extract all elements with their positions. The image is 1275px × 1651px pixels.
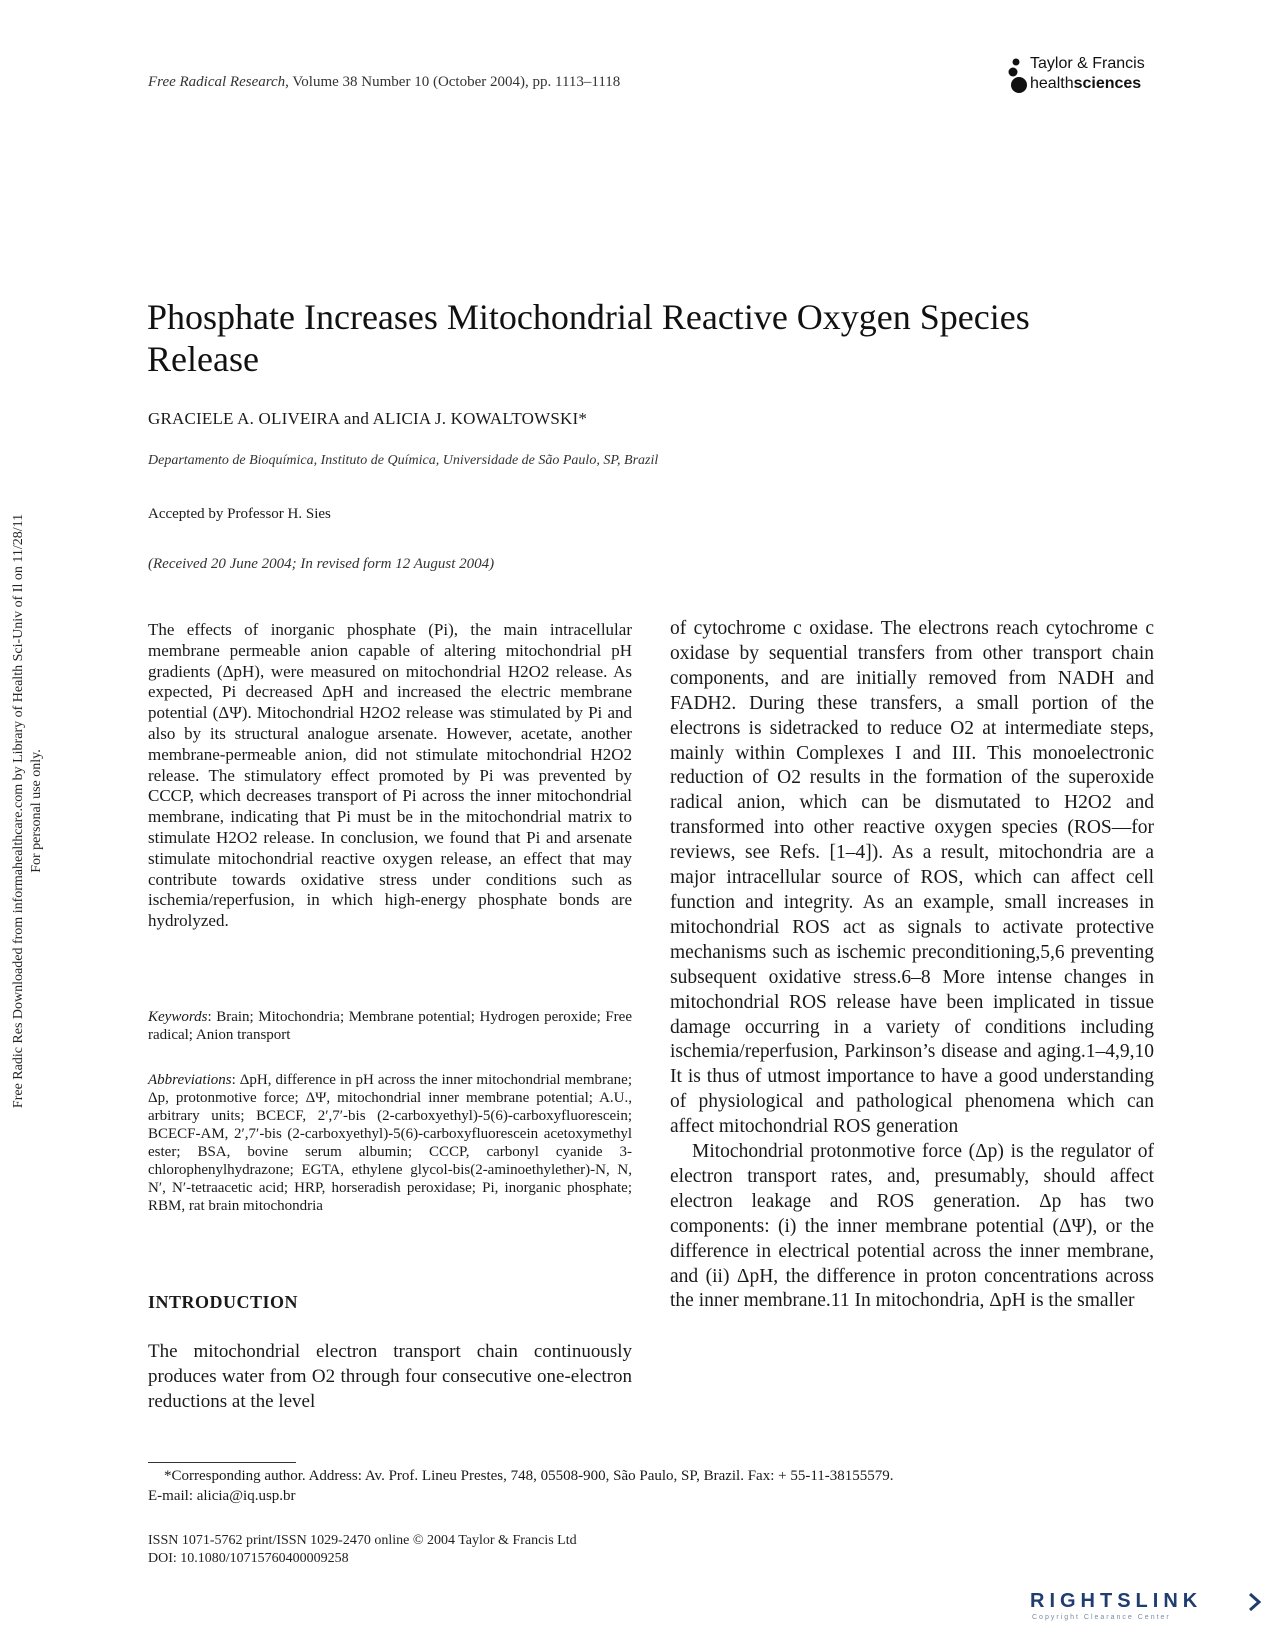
- issn-block: [148, 1532, 577, 1568]
- introduction-paragraph-2: Mitochondrial protonmotive force (Δp) is the regulator of electron transport rates, and, presumably, should affect electron leakage and ROS generation. Δp has two components: (i) the inner membrane potential (ΔΨ), or the difference in electrical potential across the inner membrane, and (ii) ΔpH, the difference in proton concentrations across the inner membrane.11 In mitochondria, ΔpH is the smaller: [670, 1141, 1154, 1312]
- publisher-name: Taylor & Francis: [1030, 55, 1145, 72]
- introduction-paragraph-1: of cytochrome c oxidase. The electrons reach cytochrome c oxidase by sequential transfers from other transport chain components, and are initially removed from NADH and FADH2. During these transfers, a small portion of the electrons is sidetracked to reduce O2 at intermediate steps, mainly within Complexes I and III. This monoelectronic reduction of O2 results in the formation of the superoxide radical anion, which can be dismutated to H2O2 and transformed into other reactive oxygen species (ROS—for reviews, see Refs. [1–4]). As a result, mitochondria are a major intracellular source of ROS, which can affect cell function and integrity. As an example, small increases in mitochondrial ROS act as signals to activate protective mechanisms such as ischemic preconditioning,5,6 preventing subsequent oxidative stress.6–8 More intense changes in mitochondrial ROS release have been implicated in tissue damage occurring in a variety of conditions including ischemia/reperfusion, Parkinson’s disease and aging.1–4,9,10 It is thus of utmost importance to have a good understanding of physiological and pathological phenomena which can affect mitochondrial ROS generation: [670, 618, 1154, 1138]
- download-notice-line2: For personal use only.: [29, 749, 44, 873]
- issn-line: ISSN 1071-5762 print/ISSN 1029-2470 online © 2004 Taylor & Francis Ltd: [148, 1533, 577, 1548]
- footnote-rule: [148, 1462, 296, 1463]
- abstract-text: The effects of inorganic phosphate (Pi), the main intracellular membrane permeable anion capable of altering mitochondrial pH gradients (ΔpH), were measured on mitochondrial H2O2 release. As expected, Pi decreased ΔpH and increased the electric membrane potential (ΔΨ). Mitochondrial H2O2 release was stimulated by Pi and also by its structural analogue arsenate. However, acetate, another membrane-permeable anion, did not stimulate mitochondrial H2O2 release. The stimulatory effect promoted by Pi was prevented by CCCP, which decreases transport of Pi across the inner mitochondrial membrane, indicating that Pi must be in the mitochondrial matrix to stimulate H2O2 release. In conclusion, we found that Pi and arsenate stimulate mitochondrial reactive oxygen release, an effect that may contribute towards oxidative stress under conditions such as ischemia/reperfusion, in which high-energy phosphate bonds are hydrolyzed.: [148, 620, 632, 931]
- doi-line: DOI: 10.1080/10715760400009258: [148, 1551, 349, 1566]
- download-notice-line1: Free Radic Res Downloaded from informahealthcare.com by Library of Health Sci-Univ of Il on 11/28/11: [11, 513, 26, 1109]
- abbreviations: [148, 1071, 632, 1215]
- keywords-text: : Brain; Mitochondria; Membrane potential; Hydrogen peroxide; Free radical; Anion transport: [148, 1009, 632, 1043]
- right-column: [670, 617, 1154, 1314]
- received-dates: (Received 20 June 2004; In revised form 12 August 2004): [148, 556, 495, 572]
- abbreviations-label: Abbreviations: [148, 1072, 232, 1088]
- introduction-heading: INTRODUCTION: [148, 1292, 299, 1312]
- article-authors: GRACIELE A. OLIVEIRA and ALICIA J. KOWALTOWSKI*: [148, 409, 588, 428]
- footnote-email[interactable]: E-mail: alicia@iq.usp.br: [148, 1488, 296, 1504]
- rightslink-brand: RIGHTSLINK: [1030, 1590, 1203, 1612]
- publisher-logo-dots-icon: [1008, 56, 1030, 96]
- rightslink-arrow-icon: [1248, 1592, 1262, 1612]
- abbreviations-text: : ΔpH, difference in pH across the inner mitochondrial membrane; Δp, protonmotive force; ΔΨ, mitochondrial inner membrane potential; A.U., arbitrary units; BCECF, 2′,7′-bis (2-carboxyethyl)-5(6)-carboxyfluorescein; BCECF-AM, 2′,7′-bis (2-carboxyethyl)-5(6)-carboxyfluorescein acetoxymethyl ester; BSA, bovine serum albumin; CCCP, carbonyl cyanide 3-chlorophenylhydrazone; EGTA, ethylene glycol-bis(2-aminoethylether)-N, N, N′, N′-tetraacetic acid; HRP, horseradish peroxidase; Pi, inorganic phosphate; RBM, rat brain mitochondria: [148, 1072, 632, 1214]
- corresponding-author-footnote: [148, 1466, 1158, 1506]
- keywords-label: Keywords: [148, 1009, 208, 1025]
- article-title: Phosphate Increases Mitochondrial Reactive Oxygen Species Release: [147, 297, 1030, 379]
- rightslink-logo[interactable]: [1024, 1590, 1264, 1624]
- keywords: [148, 1008, 632, 1044]
- journal-name: Free Radical Research: [148, 74, 286, 90]
- download-notice: [10, 411, 46, 1211]
- publisher-division: healthsciences: [1030, 75, 1142, 92]
- publisher-logo: [1008, 54, 1158, 100]
- footnote-address: *Corresponding author. Address: Av. Prof. Lineu Prestes, 748, 05508-900, São Paulo, SP, Brazil. Fax: + 55-11-38155579.: [164, 1468, 894, 1484]
- journal-citation: [148, 74, 620, 91]
- article-affiliation: Departamento de Bioquímica, Instituto de Química, Universidade de São Paulo, SP, Brazil: [148, 453, 659, 468]
- introduction-paragraph-start: The mitochondrial electron transport chain continuously produces water from O2 through four consecutive one-electron reductions at the level: [148, 1341, 632, 1412]
- rightslink-tagline: Copyright Clearance Center: [1032, 1614, 1171, 1621]
- accepted-by: Accepted by Professor H. Sies: [148, 506, 331, 522]
- journal-volume: , Volume 38 Number 10 (October 2004), pp. 1113–1118: [285, 74, 621, 90]
